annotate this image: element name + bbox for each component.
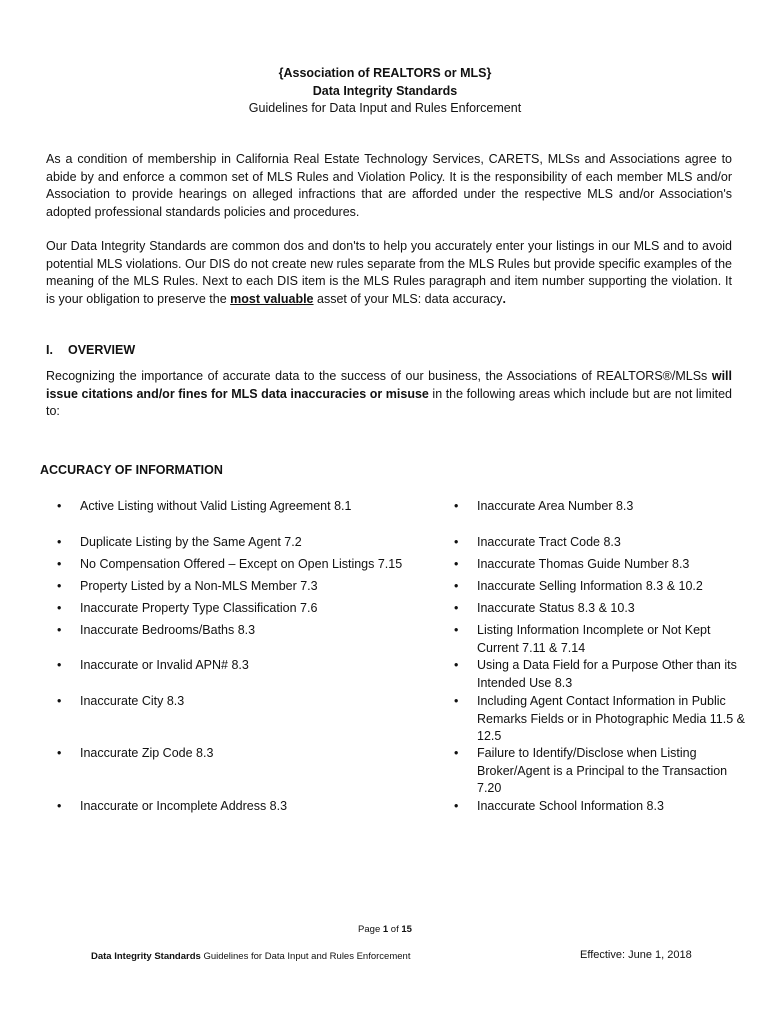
bullet: • [57, 499, 62, 513]
bullet: • [454, 623, 459, 637]
list-item [454, 657, 754, 692]
list-item-text: Using a Data Field for a Purpose Other than its Intended Use 8.3 [477, 658, 737, 690]
list-item [57, 534, 437, 552]
page-prefix: Page [358, 924, 383, 935]
list-item [454, 600, 754, 618]
list-item [57, 556, 437, 574]
list-item [454, 693, 754, 746]
violation-list-right [454, 0, 754, 1024]
bullet: • [57, 694, 62, 708]
list-item [57, 600, 437, 618]
bullet: • [454, 658, 459, 672]
intro-p2-text: Our Data Integrity Standards are common dos and don'ts to help you accurately enter your listings in our MLS and to avoid potential MLS violations. Our DIS do not create new rules separate from the MLS Rules but provide specific examples of the meaning of the MLS Rules. Next to each DIS item is the MLS Rules paragraph and item number supporting the violation. It is your obligation to preserve the [46, 239, 732, 306]
intro-p2-period: . [502, 291, 506, 306]
list-item [57, 745, 437, 763]
section-title: OVERVIEW [68, 343, 136, 357]
list-item-text: No Compensation Offered – Except on Open Listings 7.15 [80, 557, 403, 571]
footer-document-title [91, 951, 410, 962]
list-item [57, 798, 437, 816]
footer-effective-date: Effective: June 1, 2018 [580, 949, 692, 961]
section-number: I. [46, 343, 53, 357]
emphasis-most-valuable: most valuable [230, 291, 314, 306]
bullet: • [454, 799, 459, 813]
list-item-text: Inaccurate Thomas Guide Number 8.3 [477, 557, 690, 571]
footer-title-bold: Data Integrity Standards [91, 951, 201, 962]
list-item-text: Inaccurate City 8.3 [80, 694, 185, 708]
bullet: • [454, 694, 459, 708]
page-of: of [388, 924, 402, 935]
list-item [57, 498, 437, 516]
list-item-text: Active Listing without Valid Listing Agreement 8.1 [80, 499, 352, 513]
list-item-text: Inaccurate School Information 8.3 [477, 799, 664, 813]
list-item-text: Inaccurate Property Type Classification 7.6 [80, 601, 318, 615]
list-item-text: Duplicate Listing by the Same Agent 7.2 [80, 535, 302, 549]
bullet: • [454, 746, 459, 760]
intro-p2-text-end: asset of your MLS: data accuracy [313, 291, 503, 306]
page-current: 1 [382, 924, 389, 935]
list-item [454, 798, 754, 816]
list-item [454, 578, 754, 596]
list-item-text: Inaccurate Selling Information 8.3 & 10.2 [477, 579, 703, 593]
bullet: • [57, 799, 62, 813]
violation-list-left [57, 0, 437, 1024]
page-number [0, 924, 770, 935]
bullet: • [454, 579, 459, 593]
list-item-text: Property Listed by a Non-MLS Member 7.3 [80, 579, 318, 593]
list-item [454, 745, 754, 798]
list-item [57, 578, 437, 596]
footer-title-rest: Guidelines for Data Input and Rules Enforcement [200, 951, 411, 962]
bullet: • [454, 557, 459, 571]
page-total: 15 [401, 924, 412, 935]
list-item [57, 622, 437, 640]
list-item [57, 657, 437, 675]
bullet: • [57, 535, 62, 549]
document-subtitle: Guidelines for Data Input and Rules Enforcement [248, 101, 522, 115]
list-item-text: Inaccurate Zip Code 8.3 [80, 746, 214, 760]
bullet: • [57, 601, 62, 615]
bullet: • [57, 579, 62, 593]
list-item-text: Inaccurate or Invalid APN# 8.3 [80, 658, 249, 672]
list-item-text: Listing Information Incomplete or Not Kept Current 7.11 & 7.14 [477, 623, 711, 655]
overview-text-end: in the following areas which include but are not limited to: [46, 386, 732, 418]
list-item-text: Inaccurate Tract Code 8.3 [477, 535, 621, 549]
list-item [454, 498, 754, 516]
overview-text: Recognizing the importance of accurate data to the success of our business, the Associations of REALTORS®/MLSs [46, 369, 712, 383]
list-item [454, 622, 754, 657]
overview-bold-text: will issue citations and/or fines for MLS data inaccuracies or misuse [46, 369, 732, 401]
list-item [454, 556, 754, 574]
accuracy-heading: ACCURACY OF INFORMATION [40, 463, 223, 477]
bullet: • [454, 601, 459, 615]
list-item [454, 534, 754, 552]
bullet: • [454, 535, 459, 549]
list-item [57, 693, 437, 711]
list-item-text: Inaccurate Area Number 8.3 [477, 499, 634, 513]
list-item-text: Failure to Identify/Disclose when Listing Broker/Agent is a Principal to the Transaction 7.20 [477, 746, 728, 795]
list-item-text: Inaccurate or Incomplete Address 8.3 [80, 799, 288, 813]
bullet: • [57, 623, 62, 637]
bullet: • [454, 499, 459, 513]
bullet: • [57, 658, 62, 672]
bullet: • [57, 746, 62, 760]
document-title: Data Integrity Standards [312, 83, 458, 98]
list-item-text: Inaccurate Status 8.3 & 10.3 [477, 601, 635, 615]
intro-paragraph-1: As a condition of membership in California Real Estate Technology Services, CARETS, MLSs and Associations agree to abide by and enforce a common set of MLS Rules and Violation Policy. It is the responsibility of each member MLS and/or Association to provide hearings on alleged infractions that are afforded under the respective MLS and/or Association's adopted professional standards policies and procedures. [46, 152, 732, 219]
list-item-text: Including Agent Contact Information in Public Remarks Fields or in Photographic Media 11.5 & 12.5 [477, 694, 745, 743]
association-name: {Association of REALTORS or MLS} [278, 66, 492, 80]
bullet: • [57, 557, 62, 571]
list-item-text: Inaccurate Bedrooms/Baths 8.3 [80, 623, 256, 637]
